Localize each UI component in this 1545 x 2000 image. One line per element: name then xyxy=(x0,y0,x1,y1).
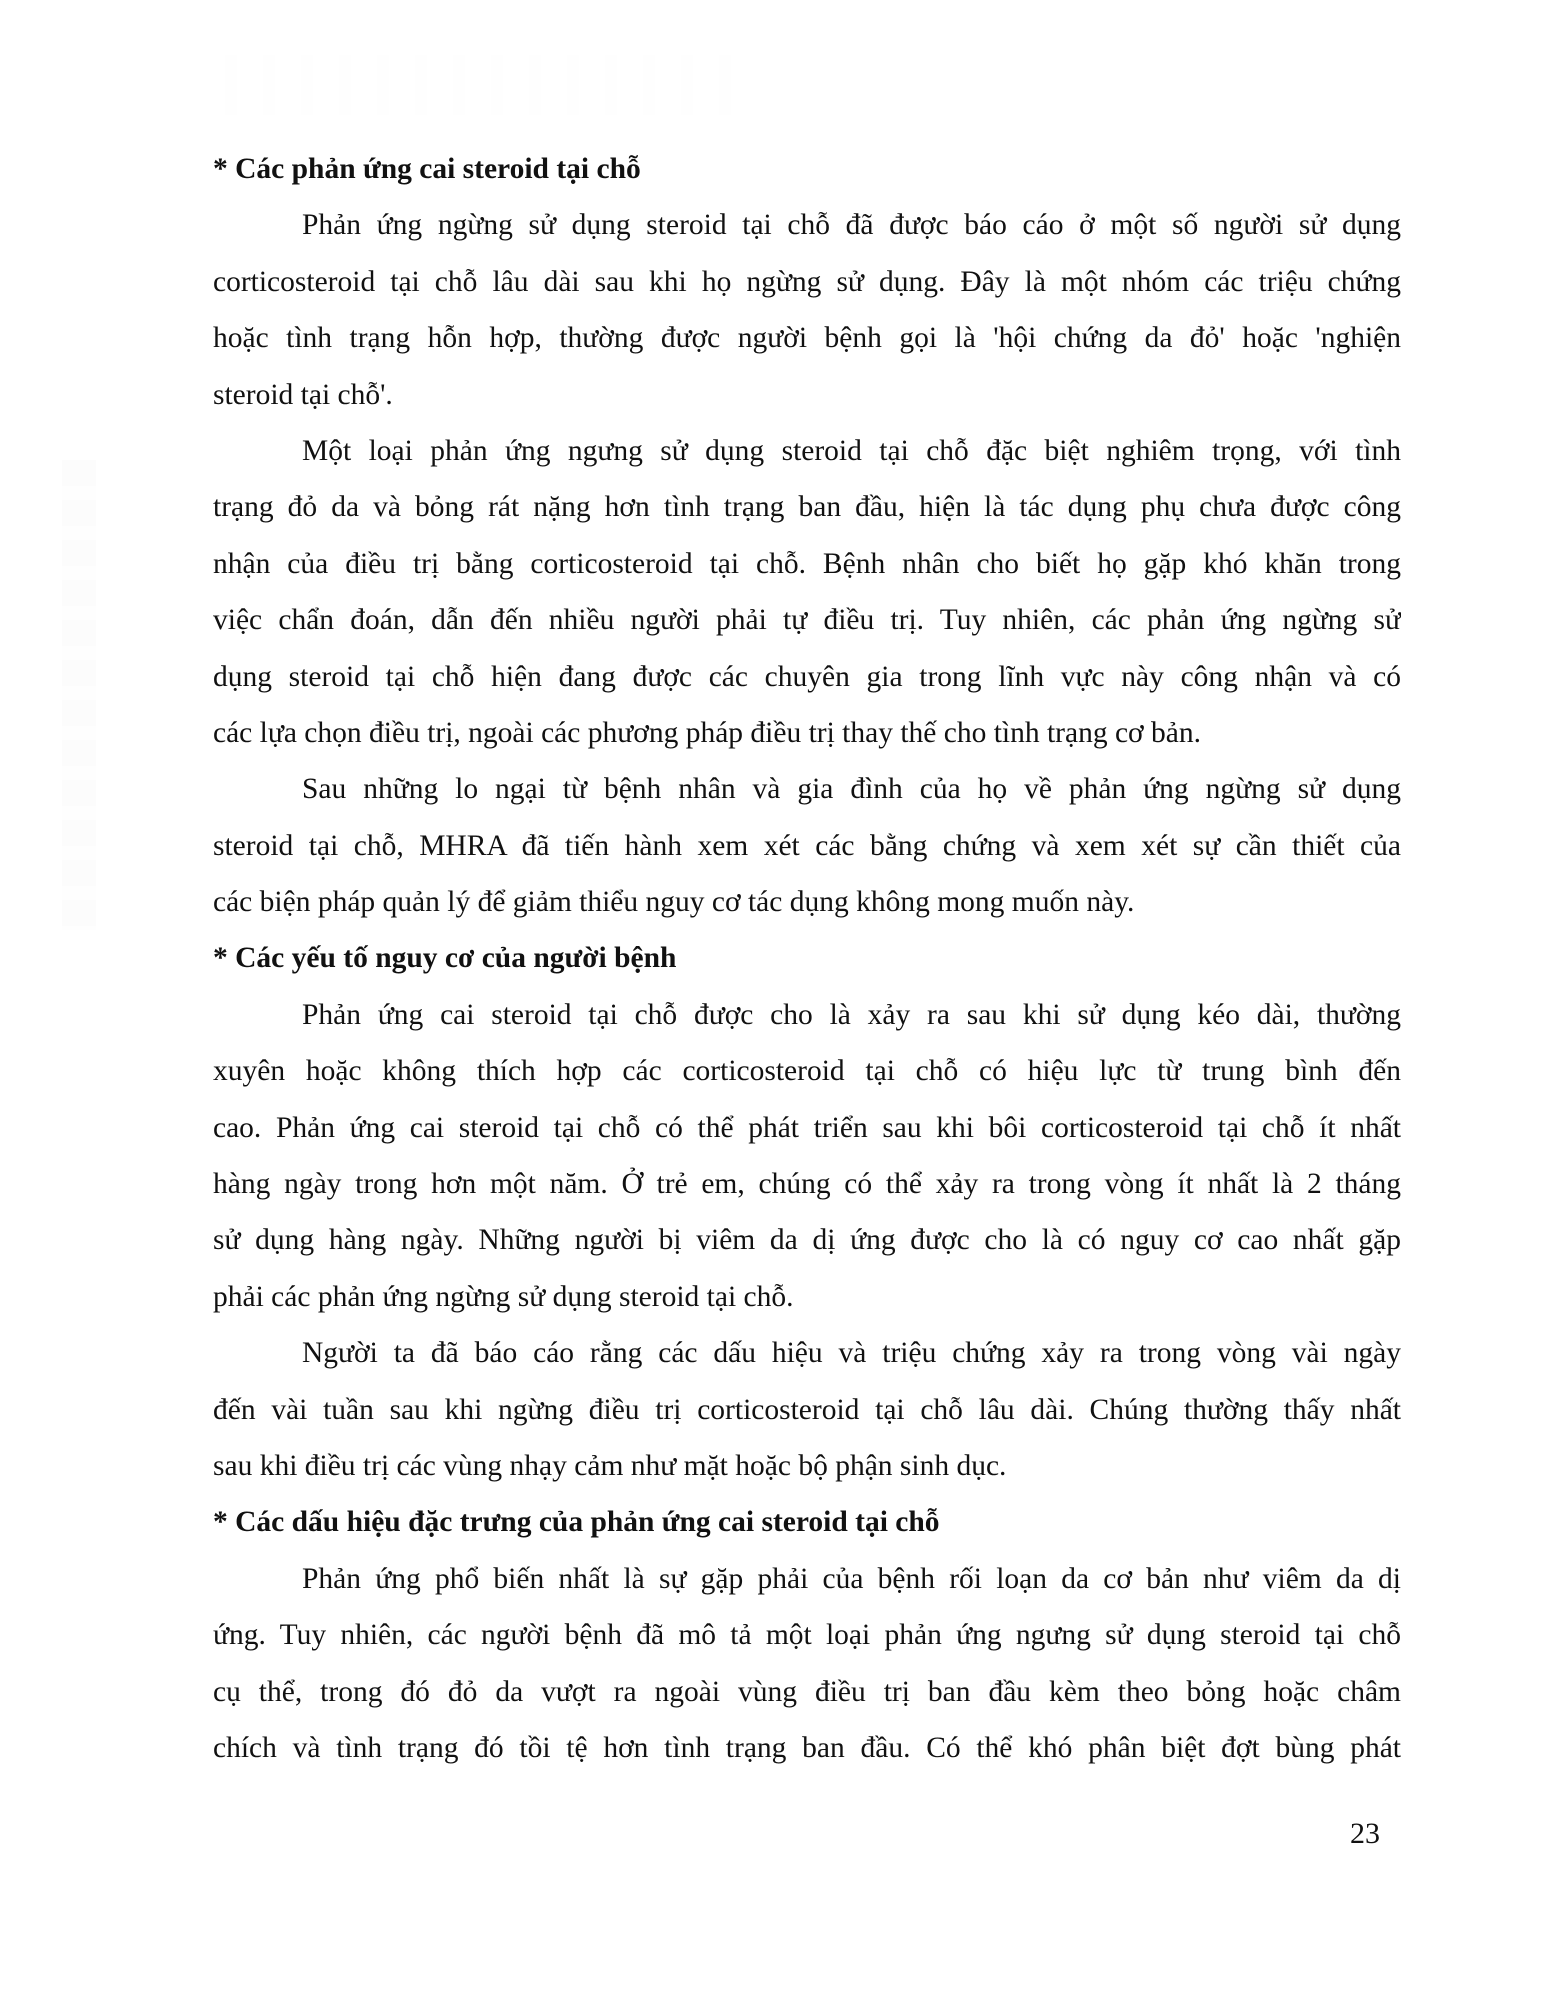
paragraph xyxy=(213,761,1401,930)
text-line: Sau những lo ngại từ bệnh nhân và gia đình của họ về phản ứng ngừng sử dụng xyxy=(302,773,1401,806)
text-line: trạng đỏ da và bỏng rát nặng hơn tình trạng ban đầu, hiện là tác dụng phụ chưa được công xyxy=(213,491,1401,524)
page-number: 23 xyxy=(1350,1817,1380,1850)
paragraph xyxy=(213,1325,1401,1494)
text-line: các biện pháp quản lý để giảm thiểu nguy cơ tác dụng không mong muốn này. xyxy=(213,886,1135,919)
text-line: các lựa chọn điều trị, ngoài các phương pháp điều trị thay thế cho tình trạng cơ bản. xyxy=(213,716,1202,749)
section-heading: * Các phản ứng cai steroid tại chỗ xyxy=(213,153,641,185)
section-heading: * Các dấu hiệu đặc trưng của phản ứng cai steroid tại chỗ xyxy=(213,1506,940,1539)
text-line: chích và tình trạng đó tồi tệ hơn tình trạng ban đầu. Có thể khó phân biệt đợt bùng phát xyxy=(213,1731,1401,1764)
paragraph xyxy=(213,987,1401,1325)
paragraph xyxy=(213,197,1401,423)
section-heading: * Các yếu tố nguy cơ của người bệnh xyxy=(213,942,677,975)
text-line: Người ta đã báo cáo rằng các dấu hiệu và triệu chứng xảy ra trong vòng vài ngày xyxy=(302,1337,1401,1370)
text-line: sử dụng hàng ngày. Những người bị viêm da dị ứng được cho là có nguy cơ cao nhất gặp xyxy=(213,1224,1401,1257)
text-line: cụ thể, trong đó đỏ da vượt ra ngoài vùng điều trị ban đầu kèm theo bỏng hoặc châm xyxy=(213,1675,1401,1708)
text-line: Một loại phản ứng ngưng sử dụng steroid tại chỗ đặc biệt nghiêm trọng, với tình xyxy=(302,434,1401,467)
text-line: xuyên hoặc không thích hợp các corticosteroid tại chỗ có hiệu lực từ trung bình đến xyxy=(213,1055,1401,1088)
text-line: Phản ứng ngừng sử dụng steroid tại chỗ đã được báo cáo ở một số người sử dụng xyxy=(302,209,1401,242)
text-line: dụng steroid tại chỗ hiện đang được các chuyên gia trong lĩnh vực này công nhận và có xyxy=(213,660,1401,693)
text-line: ứng. Tuy nhiên, các người bệnh đã mô tả một loại phản ứng ngưng sử dụng steroid tại chỗ xyxy=(213,1619,1401,1652)
paragraph xyxy=(213,1551,1401,1777)
paragraph xyxy=(213,423,1401,761)
text-line: cao. Phản ứng cai steroid tại chỗ có thể phát triển sau khi bôi corticosteroid tại chỗ ít nhất xyxy=(213,1111,1401,1144)
text-line: Phản ứng phổ biến nhất là sự gặp phải của bệnh rối loạn da cơ bản như viêm da dị xyxy=(302,1562,1401,1595)
text-line: sau khi điều trị các vùng nhạy cảm như mặt hoặc bộ phận sinh dục. xyxy=(213,1449,1007,1482)
scan-artifact-top xyxy=(225,55,755,115)
text-line: đến vài tuần sau khi ngừng điều trị corticosteroid tại chỗ lâu dài. Chúng thường thấy nhất xyxy=(213,1393,1401,1426)
body-text xyxy=(213,141,1401,1776)
text-line: phải các phản ứng ngừng sử dụng steroid tại chỗ. xyxy=(213,1280,794,1313)
text-line: steroid tại chỗ, MHRA đã tiến hành xem xét các bằng chứng và xem xét sự cần thiết của xyxy=(213,829,1401,862)
text-line: Phản ứng cai steroid tại chỗ được cho là xảy ra sau khi sử dụng kéo dài, thường xyxy=(302,998,1401,1031)
text-line: việc chẩn đoán, dẫn đến nhiều người phải tự điều trị. Tuy nhiên, các phản ứng ngừng sử xyxy=(213,604,1401,637)
text-line: steroid tại chỗ'. xyxy=(213,378,393,411)
text-line: corticosteroid tại chỗ lâu dài sau khi họ ngừng sử dụng. Đây là một nhóm các triệu chứng xyxy=(213,265,1401,298)
text-line: hoặc tình trạng hỗn hợp, thường được người bệnh gọi là 'hội chứng da đỏ' hoặc 'nghiện xyxy=(213,322,1401,355)
text-line: hàng ngày trong hơn một năm. Ở trẻ em, chúng có thể xảy ra trong vòng ít nhất là 2 tháng xyxy=(213,1168,1401,1201)
text-line: nhận của điều trị bằng corticosteroid tại chỗ. Bệnh nhân cho biết họ gặp khó khăn trong xyxy=(213,547,1401,580)
scan-artifact-left xyxy=(62,460,96,930)
